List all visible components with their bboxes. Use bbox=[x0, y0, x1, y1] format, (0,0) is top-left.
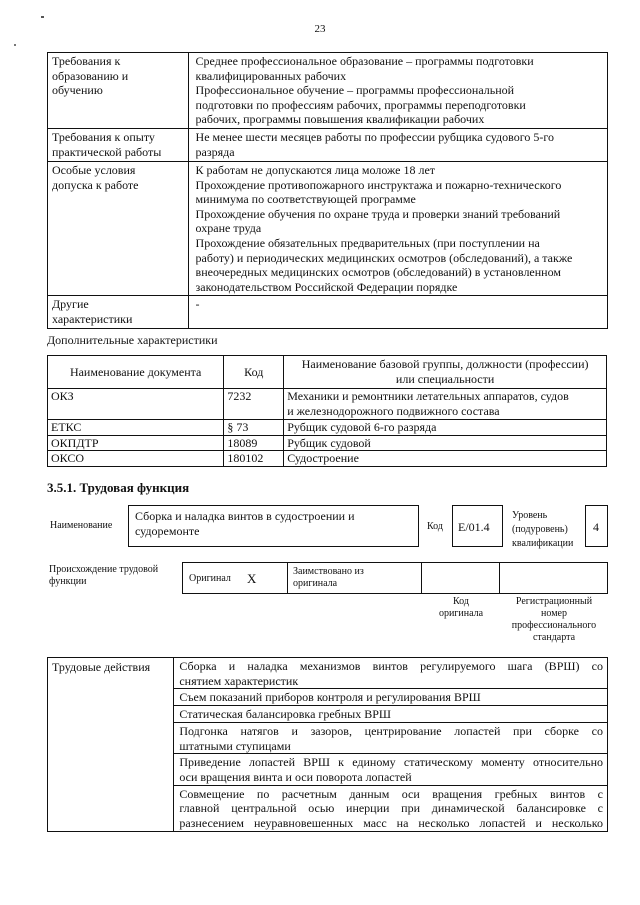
actions-table bbox=[47, 657, 608, 832]
table-row: Трудовые действия Сборка и наладка механизмов винтов регулируемого шага (ВРШ) со снятием характеристик bbox=[48, 658, 608, 689]
func-name-box: Сборка и наладка винтов в судостроении и судоремонте bbox=[128, 505, 419, 547]
table-row: Требования к образованию и обучению Среднее профессиональное образование – программы подготовки квалифицированных рабочих Профессиональное обучение – программы профессиональной подготовки по профессиям рабочих, программы переподготовки рабочих, программы повышения квалификации рабочих bbox=[48, 53, 608, 129]
table-row: Статическая балансировка гребных ВРШ bbox=[48, 706, 608, 723]
table-row: Другие характеристики - bbox=[48, 296, 608, 328]
table-row: ОКПДТР 18089 Рубщик судовой bbox=[48, 435, 607, 451]
actions-label: Трудовые действия bbox=[48, 658, 174, 832]
table-row: ОКЗ 7232 Механики и ремонтники летательных аппаратов, судов и железнодорожного подвижного состава bbox=[48, 389, 607, 420]
additional-table bbox=[47, 355, 607, 467]
func-code-label: Код bbox=[427, 521, 443, 532]
func-code-box: E/01.4 bbox=[452, 505, 503, 547]
page-number: 23 bbox=[314, 23, 326, 35]
header-doc: Наименование документа bbox=[48, 356, 224, 389]
original-mark: X bbox=[247, 571, 257, 586]
table-row: Подгонка натягов и зазоров, центрирование лопастей при сборке со штатными ступицами bbox=[48, 723, 608, 754]
requirements-table bbox=[47, 52, 608, 329]
table-row: Требования к опыту практической работы Не менее шести месяцев работы по профессии рубщика судового 5-го разряда bbox=[48, 128, 608, 161]
scan-mark bbox=[41, 16, 44, 18]
table-row: Особые условия допуска к работе К работам не допускаются лица моложе 18 лет Прохождение противопожарного инструктажа и пожарно-технического минимума по соответствующей программе Прохождение обучения по охране труда и проверки знаний требований охране труда Прохождение обязательных предварительных (при поступлении на работу) и периодических медицинских осмотров (обследований), а также внеочередных медицинских осмотров (обследований) в установленном законодательством Российской Федерации порядке bbox=[48, 161, 608, 295]
caption-reg: Регистрационный номер профессионального стандарта bbox=[511, 596, 597, 643]
table-header-row bbox=[48, 356, 607, 389]
func-name-label: Наименование bbox=[50, 520, 113, 531]
table-row: ОКСО 180102 Судостроение bbox=[48, 451, 607, 467]
scan-mark bbox=[14, 44, 16, 46]
origin-label: Происхождение трудовой функции bbox=[49, 564, 159, 587]
borrowed-label: Заимствовано из оригинала bbox=[293, 566, 364, 589]
table-row: ЕТКС § 73 Рубщик судовой 6-го разряда bbox=[48, 420, 607, 436]
original-label: Оригинал bbox=[189, 573, 231, 584]
header-name: Наименование базовой группы, должности (профессии) или специальности bbox=[284, 356, 607, 389]
header-code: Код bbox=[224, 356, 284, 389]
origin-box bbox=[182, 562, 608, 594]
table-row: Приведение лопастей ВРШ к единому статическому моменту относительно оси вращения винта и оси поворота лопастей bbox=[48, 754, 608, 785]
section-title: 3.5.1. Трудовая функция bbox=[47, 480, 190, 495]
caption-code: Код оригинала bbox=[438, 596, 484, 619]
additional-title: Дополнительные характеристики bbox=[47, 333, 218, 347]
table-row: Съем показаний приборов контроля и регулирования ВРШ bbox=[48, 689, 608, 706]
table-row: Совмещение по расчетным данным оси вращения гребных винтов с главной центральной осью инерции при динамической балансировке с разнесением неуравновешенных масс на несколько лопастей и несколько bbox=[48, 785, 608, 831]
func-level-label: Уровень (подуровень) квалификации bbox=[512, 510, 574, 549]
func-level-box: 4 bbox=[585, 505, 608, 547]
